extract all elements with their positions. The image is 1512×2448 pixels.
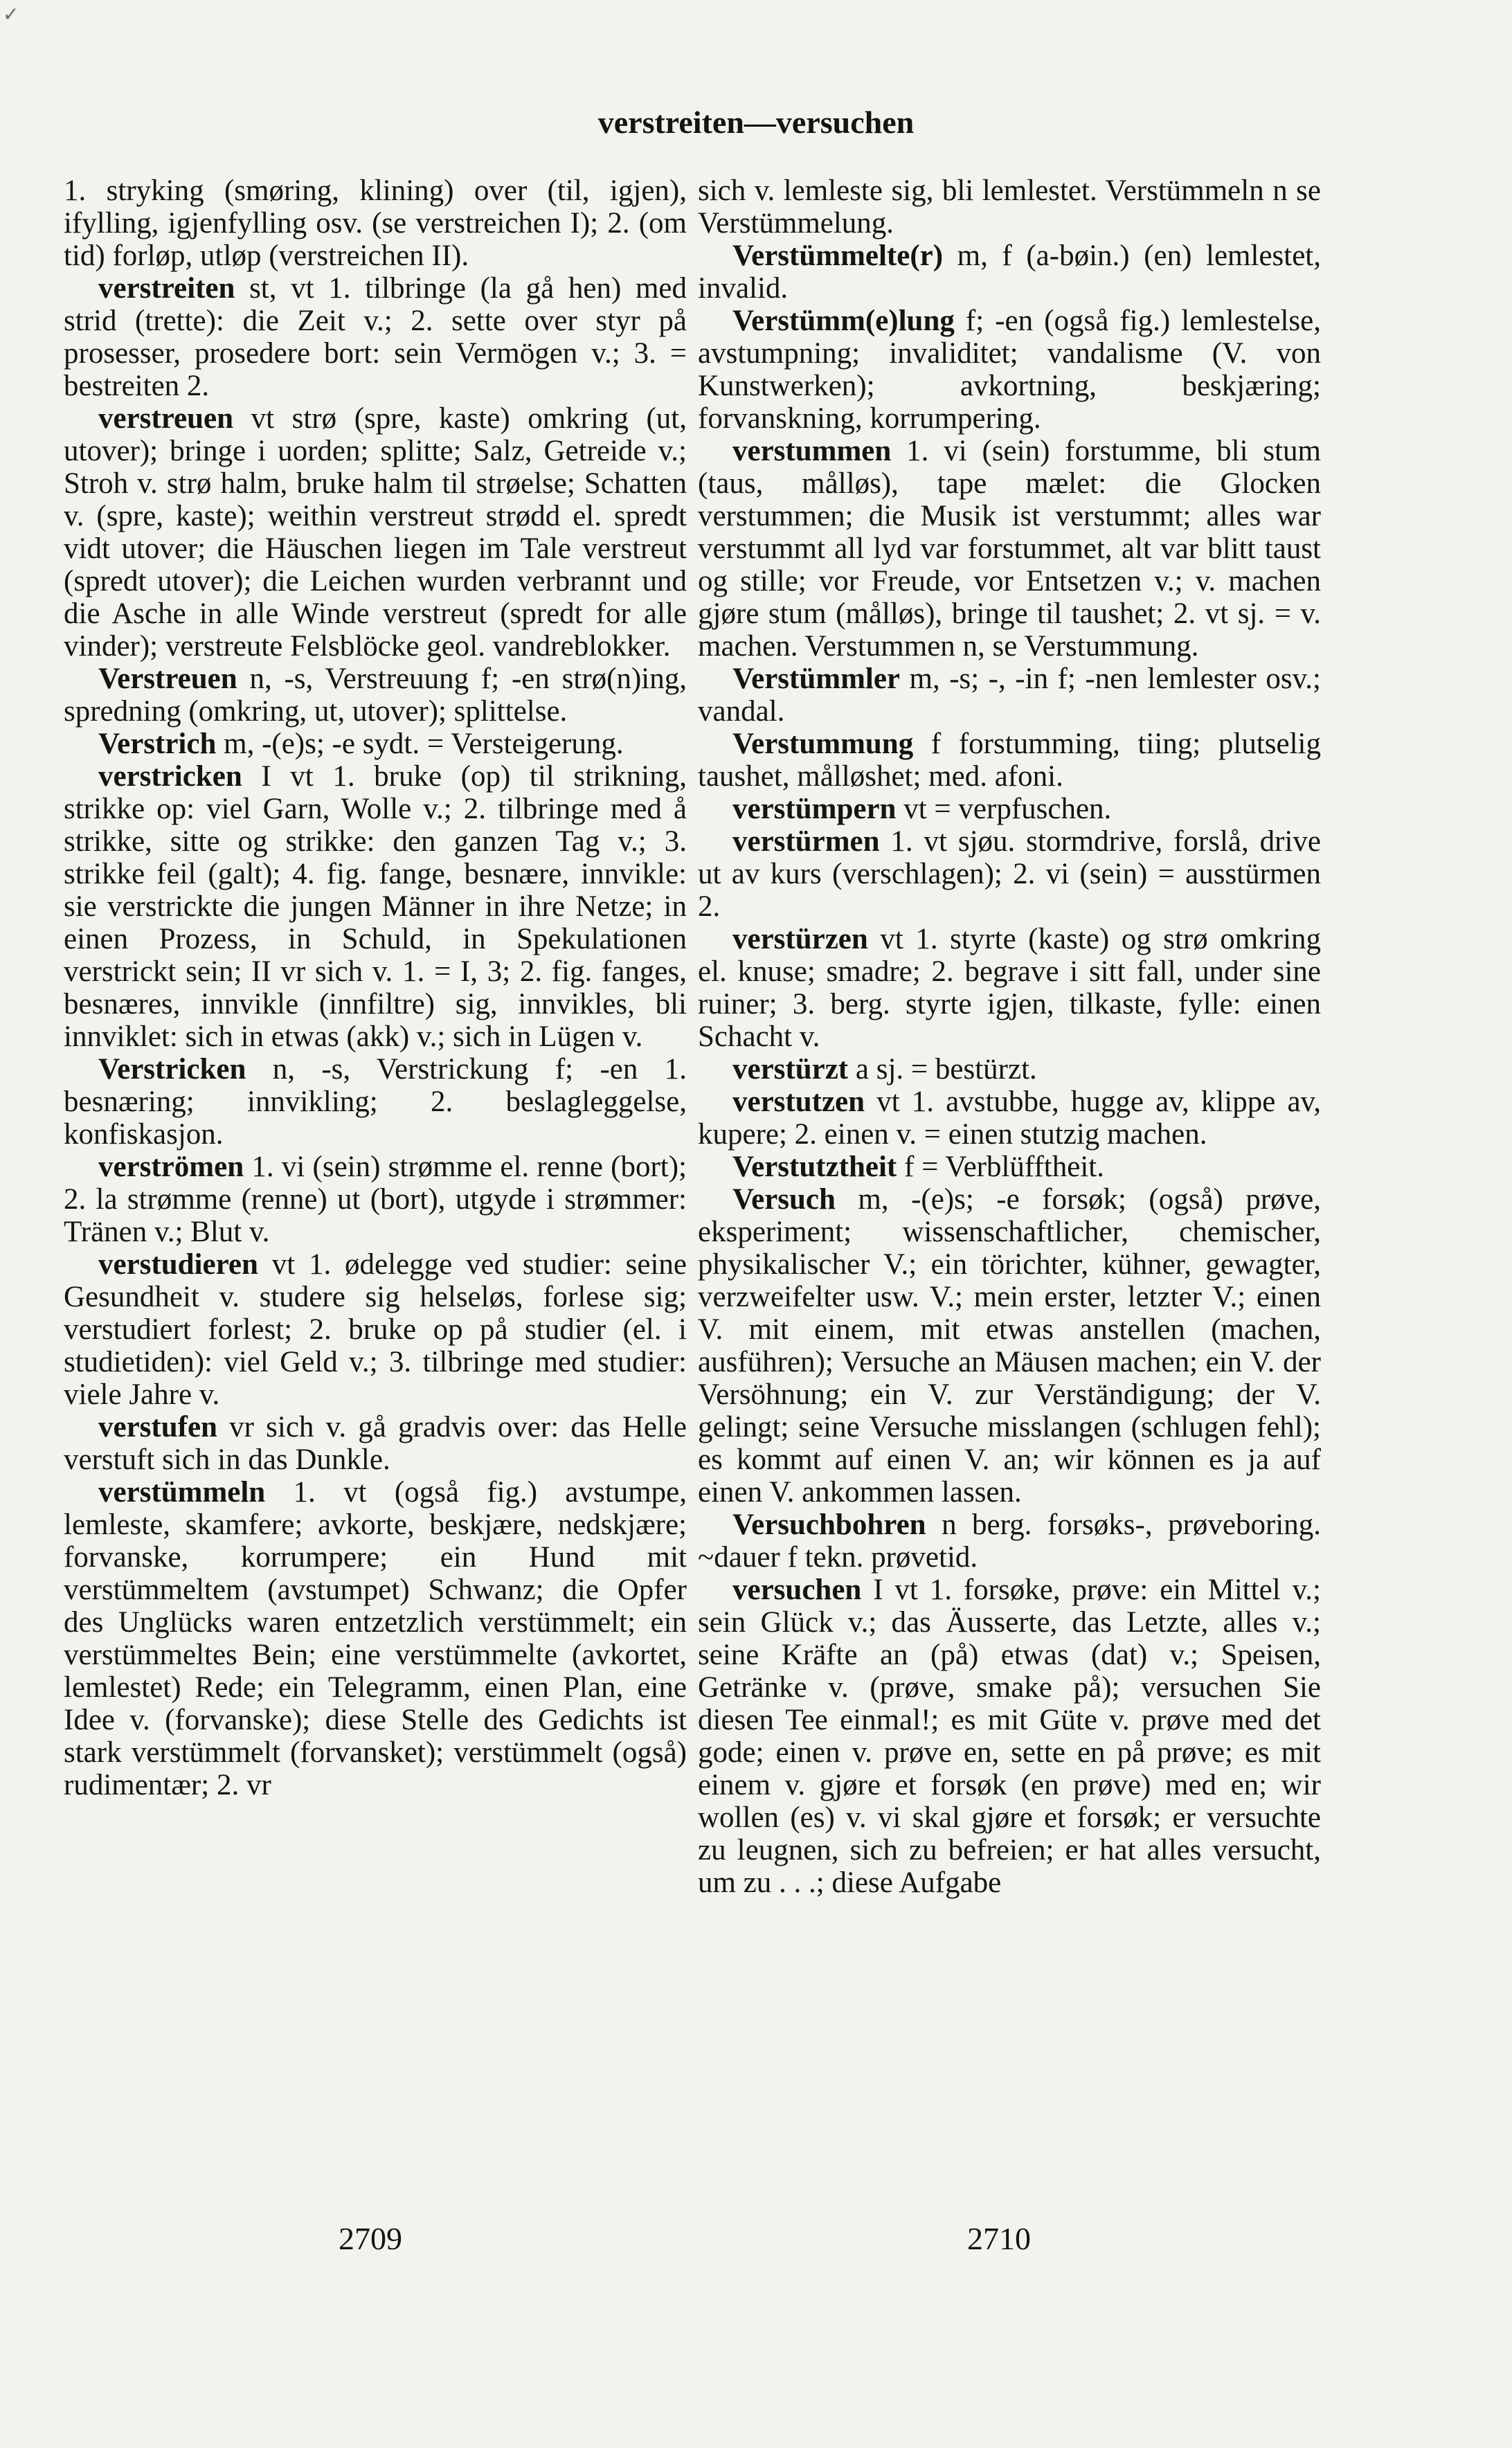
entry-definition: vt = verpfuschen. bbox=[896, 793, 1112, 825]
dictionary-entry bbox=[698, 435, 1321, 663]
dictionary-entry bbox=[698, 240, 1321, 305]
entry-definition: vt 1. ødelegge ved studier: seine Gesundheit v. studere sig helseløs, forlese sig; verstudiert forlest; 2. bruke op på studier (el. i studietiden): viel Geld v.; 3. tilbringe med studier: viele Jahre v. bbox=[64, 1248, 687, 1411]
entry-headword: Verstutztheit bbox=[732, 1151, 897, 1183]
entry-headword: verstummen bbox=[732, 435, 892, 467]
entry-headword: verstricken bbox=[98, 760, 242, 793]
entry-definition: f forstumming, tiing; plutselig taushet, målløshet; med. afoni. bbox=[698, 728, 1321, 793]
entry-definition: m, -(e)s; -e forsøk; (også) prøve, eksperiment; wissenschaftlicher, chemischer, physikalischer V.; ein törichter, kühner, gewagter, verzweifelter usw. V.; mein erster, letzter V.; einen V. mit einem, mit etwas anstellen (machen, ausführen); Versuche an Mäusen machen; ein V. der Versöhnung; ein V. zur Verständigung; der V. gelingt; seine Versuche misslangen (schlugen fehl); es kommt auf einen V. an; wir können es ja auf einen V. ankommen lassen. bbox=[698, 1183, 1321, 1509]
entry-definition: f = Verblüfftheit. bbox=[897, 1151, 1104, 1183]
entry-headword: verstudieren bbox=[98, 1248, 258, 1281]
entry-definition: I vt 1. bruke (op) til strikning, strikke op: viel Garn, Wolle v.; 2. tilbringe med å strikke, sitte og strikke: den ganzen Tag v.; 3. strikke feil (galt); 4. fig. fange, besnære, innvikle: sie verstrickte die jungen Männer in ihre Netze; in einen Prozess, in Schuld, in Spekulationen verstrickt sein; II vr sich v. 1. = I, 3; 2. fig. fanges, besnæres, innvikle (innfiltre) sig, innvikles, bli innviklet: sich in etwas (akk) v.; sich in Lügen v. bbox=[64, 760, 687, 1053]
left-column bbox=[64, 174, 687, 2206]
corner-mark: ✓ bbox=[3, 4, 19, 26]
entry-headword: Verstricken bbox=[98, 1053, 246, 1086]
page-number-right: 2710 bbox=[967, 2221, 1031, 2256]
entry-definition: m, f (a-bøin.) (en) lemlestet, invalid. bbox=[698, 240, 1321, 305]
entry-headword: verstreiten bbox=[98, 272, 235, 305]
entry-definition: vt strø (spre, kaste) omkring (ut, utover); bringe i uorden; splitte; Salz, Getreide v.; Stroh v. strø halm, bruke halm til strøelse; Schatten v. (spre, kaste); weithin verstreut strødd el. spredt vidt utover; die Häuschen liegen im Tale verstreut (spredt utover); die Leichen wurden verbrannt und die Asche in alle Winde verstreut (spredt for alle vinder); verstreute Felsblöcke geol. vandreblokker. bbox=[64, 402, 687, 663]
entry-definition: f; -en (også fig.) lemlestelse, avstumpning; invaliditet; vandalisme (V. von Kunstwerken); avkortning, beskjæring; forvanskning, korrumpering. bbox=[698, 305, 1321, 435]
entry-definition: 1. vt (også fig.) avstumpe, lemleste, skamfere; avkorte, beskjære, nedskjære; forvanske, korrumpere; ein Hund mit verstümmeltem (avstumpet) Schwanz; die Opfer des Unglücks waren entzetzlich verstümmelt; ein verstümmeltes Bein; eine verstümmelte (avkortet, lemlestet) Rede; ein Telegramm, einen Plan, eine Idee v. (forvanske); diese Stelle des Gedichts ist stark verstümmelt (forvansket); verstümmelt (også) rudimentær; 2. vr bbox=[64, 1476, 687, 1801]
dictionary-entry bbox=[64, 1053, 687, 1151]
entry-headword: verstürmen bbox=[732, 825, 880, 858]
entry-headword: verstufen bbox=[98, 1411, 217, 1443]
entry-definition: n, -s, Verstrickung f; -en 1. besnæring; innvikling; 2. beslagleggelse, konfiskasjon. bbox=[64, 1053, 687, 1151]
dictionary-entry bbox=[698, 825, 1321, 923]
entry-definition: vt 1. styrte (kaste) og strø omkring el. knuse; smadre; 2. begrave i sitt fall, under sine ruiner; 3. berg. styrte igjen, tilkaste, fylle: einen Schacht v. bbox=[698, 923, 1321, 1053]
entry-headword: Verstreuen bbox=[98, 663, 237, 695]
entry-definition: vr sich v. gå gradvis over: das Helle verstuft sich in das Dunkle. bbox=[64, 1411, 687, 1476]
entry-headword: Verstümmelte(r) bbox=[732, 240, 944, 272]
page-header: verstreiten—versuchen bbox=[597, 105, 915, 140]
dictionary-entry bbox=[64, 728, 687, 760]
entry-headword: verstümpern bbox=[732, 793, 897, 825]
entry-definition: m, -(e)s; -e sydt. = Versteigerung. bbox=[216, 728, 624, 760]
dictionary-entry bbox=[64, 174, 687, 272]
right-column bbox=[698, 174, 1321, 2206]
dictionary-entry bbox=[698, 174, 1321, 240]
entry-definition: 1. vi (sein) forstumme, bli stum (taus, målløs), tape mælet: die Glocken verstummen; die Musik ist verstummt; alles war verstummt all lyd var forstummet, alt var blitt taust og stille; vor Freude, vor Entsetzen v.; v. machen gjøre stum (målløs), bringe til taushet; 2. vt sj. = v. machen. Verstummen n, se Verstummung. bbox=[698, 435, 1321, 663]
entry-definition: a sj. = bestürzt. bbox=[848, 1053, 1037, 1086]
dictionary-entry bbox=[698, 1183, 1321, 1509]
entry-headword: Versuch bbox=[732, 1183, 836, 1216]
dictionary-entry bbox=[698, 663, 1321, 728]
entry-definition: vt 1. avstubbe, hugge av, klippe av, kupere; 2. einen v. = einen stutzig machen. bbox=[698, 1086, 1321, 1151]
entry-headword: Verstrich bbox=[98, 728, 217, 760]
dictionary-entry bbox=[698, 728, 1321, 793]
dictionary-entry bbox=[698, 1509, 1321, 1574]
entry-definition: n berg. forsøks-, prøveboring. ~dauer f tekn. prøvetid. bbox=[698, 1509, 1321, 1574]
entry-headword: verströmen bbox=[98, 1151, 244, 1183]
dictionary-entry bbox=[698, 1151, 1321, 1183]
entry-headword: verstutzen bbox=[732, 1086, 865, 1118]
page-number-left: 2709 bbox=[339, 2221, 402, 2256]
entry-definition: n, -s, Verstreuung f; -en strø(n)ing, spredning (omkring, ut, utover); splittelse. bbox=[64, 663, 687, 728]
entry-definition: 1. vt sjøu. stormdrive, forslå, drive ut av kurs (verschlagen); 2. vi (sein) = ausstürmen 2. bbox=[698, 825, 1321, 923]
entry-headword: verstürzen bbox=[732, 923, 868, 955]
dictionary-entry bbox=[64, 1151, 687, 1248]
entry-headword: Verstümmler bbox=[732, 663, 901, 695]
entry-definition: 1. stryking (smøring, klining) over (til, igjen), ifylling, igjenfylling osv. (se verstreichen I); 2. (om tid) forløp, utløp (verstreichen II). bbox=[64, 174, 687, 272]
dictionary-entry bbox=[64, 663, 687, 728]
entry-headword: verstreuen bbox=[98, 402, 234, 435]
entry-definition: 1. vi (sein) strømme el. renne (bort); 2. la strømme (renne) ut (bort), utgyde i strømmer: Tränen v.; Blut v. bbox=[64, 1151, 687, 1248]
entry-headword: Verstummung bbox=[732, 728, 914, 760]
dictionary-entry bbox=[64, 760, 687, 1053]
entry-definition: I vt 1. forsøke, prøve: ein Mittel v.; sein Glück v.; das Äusserte, das Letzte, alles v.; seine Kräfte an (på) etwas (dat) v.; Speisen, Getränke v. (prøve, smake på); versuchen Sie diesen Tee einmal!; es mit Güte v. prøve med det gode; einen v. prøve en, sette en på prøve; es mit einem v. gjøre et forsøk (en prøve) med en; wir wollen (es) v. vi skal gjøre et forsøk; er versuchte zu leugnen, sich zu befreien; er hat alles versucht, um zu . . .; diese Aufgabe bbox=[698, 1574, 1321, 1899]
entry-headword: verstümmeln bbox=[98, 1476, 266, 1509]
dictionary-entry bbox=[64, 402, 687, 663]
dictionary-entry bbox=[698, 1574, 1321, 1899]
dictionary-entry bbox=[698, 305, 1321, 435]
entry-headword: Verstümm(e)lung bbox=[732, 305, 955, 337]
entry-definition: m, -s; -, -in f; -nen lemlester osv.; vandal. bbox=[698, 663, 1321, 728]
dictionary-entry bbox=[698, 1053, 1321, 1086]
dictionary-entry bbox=[64, 1476, 687, 1801]
entry-headword: verstürzt bbox=[732, 1053, 849, 1086]
entry-definition: sich v. lemleste sig, bli lemlestet. Verstümmeln n se Verstümmelung. bbox=[698, 174, 1321, 240]
dictionary-entry bbox=[698, 793, 1321, 825]
dictionary-entry bbox=[64, 1248, 687, 1411]
entry-headword: Versuchbohren bbox=[732, 1509, 926, 1541]
dictionary-entry bbox=[64, 1411, 687, 1476]
entry-headword: versuchen bbox=[732, 1574, 862, 1606]
dictionary-entry bbox=[698, 1086, 1321, 1151]
dictionary-entry bbox=[698, 923, 1321, 1053]
dictionary-entry bbox=[64, 272, 687, 402]
entry-definition: st, vt 1. tilbringe (la gå hen) med strid (trette): die Zeit v.; 2. sette over styr på prosesser, prosedere bort: sein Vermögen v.; 3. = bestreiten 2. bbox=[64, 272, 687, 402]
